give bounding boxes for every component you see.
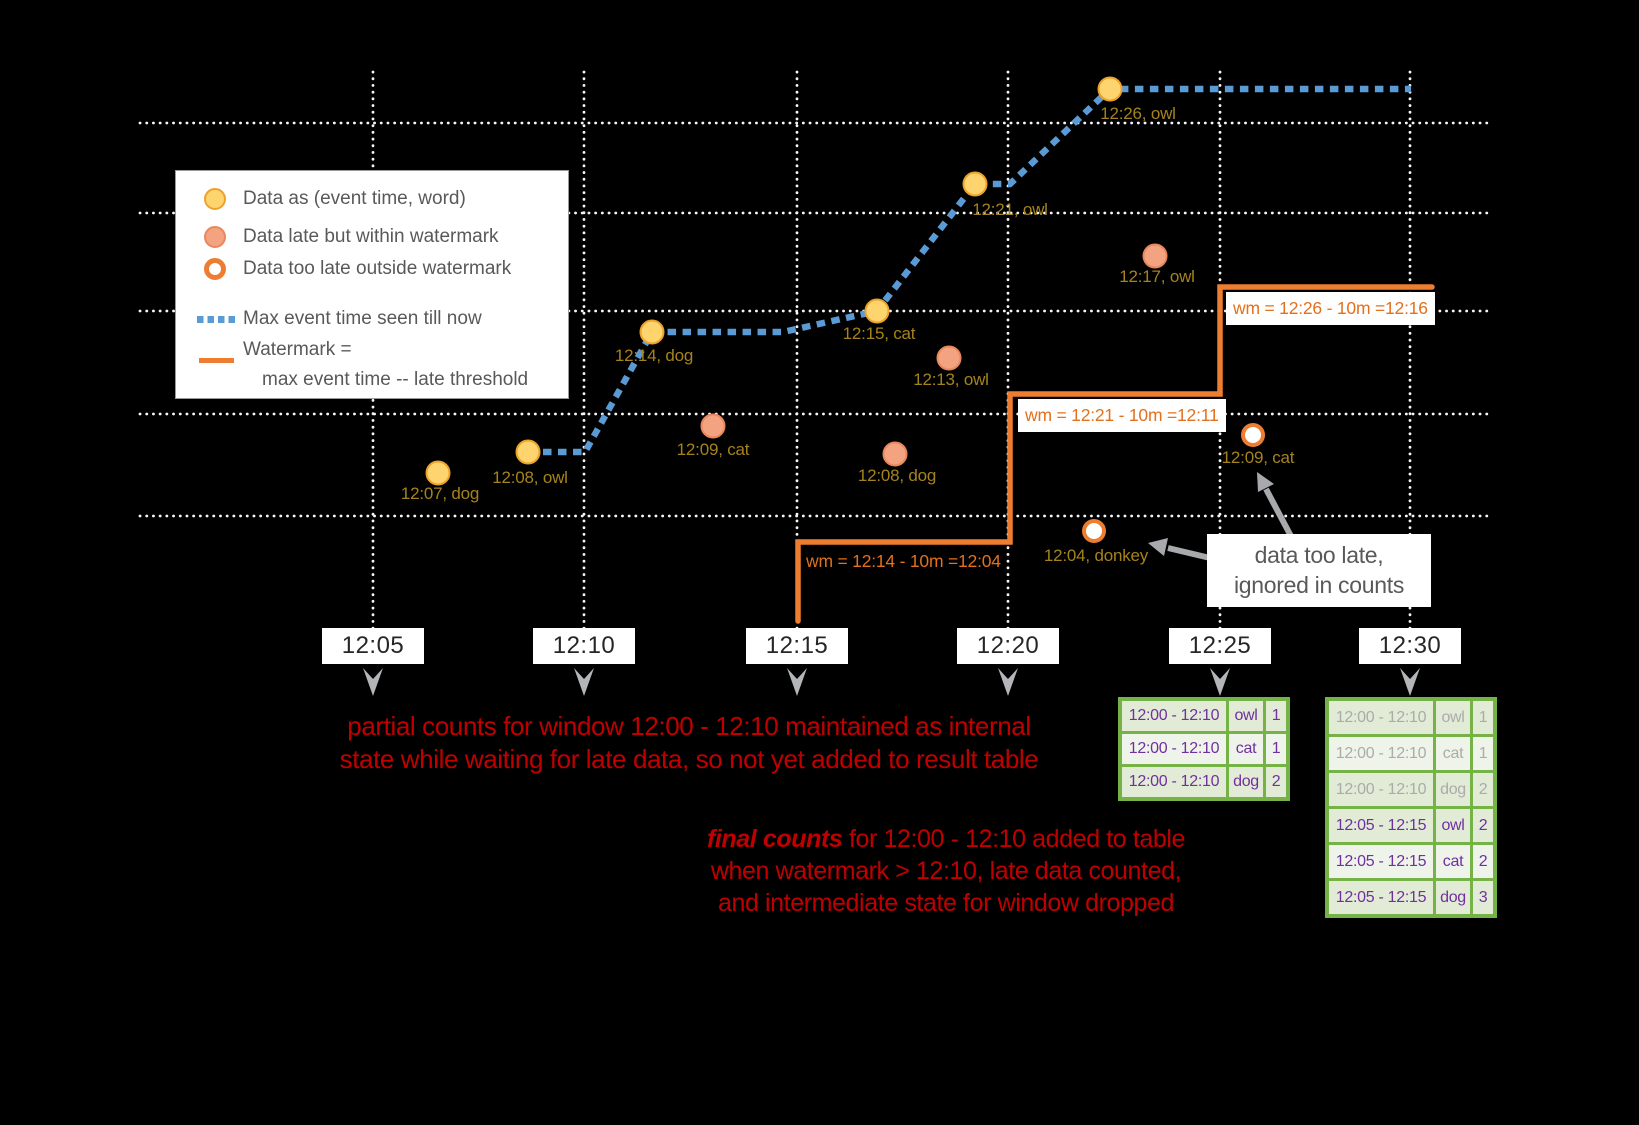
final-counts-line2: when watermark > 12:10, late data counted, — [710, 857, 1182, 885]
time-tick-1225: 12:25 — [1169, 628, 1271, 664]
tick-arrowheads — [363, 668, 1420, 696]
table-cell-word: dog — [1436, 881, 1470, 914]
time-tick-1230: 12:30 — [1359, 628, 1461, 664]
open-circle-icon — [204, 258, 226, 280]
legend-item-label: Data as (event time, word) — [243, 188, 466, 209]
watermark-label-2: wm = 12:21 - 10m =12:11 — [1018, 399, 1226, 432]
point-label: 12:14, dog — [614, 346, 694, 365]
salmon-circle-icon — [204, 226, 226, 248]
table-cell-window: 12:00 - 12:10 — [1329, 773, 1433, 806]
table-cell-window: 12:05 - 12:15 — [1329, 809, 1433, 842]
yellow-circle-icon — [204, 188, 226, 210]
too-late-callout-line2: ignored in counts — [1233, 572, 1405, 598]
data-point-event — [865, 299, 890, 324]
point-label: 12:21, owl — [972, 200, 1048, 219]
table-cell-count: 1 — [1266, 701, 1286, 731]
final-counts-line1 — [666, 823, 1226, 855]
legend — [175, 170, 569, 399]
legend-item-label: Data too late outside watermark — [243, 258, 512, 279]
point-label: 12:09, cat — [1221, 448, 1295, 467]
blue-dotted-line-icon — [197, 316, 235, 323]
table-cell-word: owl — [1436, 701, 1470, 734]
final-counts-rest: for 12:00 - 12:10 added to table — [842, 825, 1186, 853]
data-point-event — [640, 320, 665, 345]
time-tick-1210: 12:10 — [533, 628, 635, 664]
arrowhead-to-donkey — [1148, 538, 1168, 556]
table-cell-word: dog — [1229, 767, 1263, 797]
watermark-label-1: wm = 12:14 - 10m =12:04 — [806, 551, 1001, 571]
table-cell-count: 2 — [1473, 845, 1493, 878]
legend-item-label: Data late but within watermark — [243, 226, 499, 247]
table-cell-word: owl — [1229, 701, 1263, 731]
table-cell-word: owl — [1436, 809, 1470, 842]
max-event-time-line — [528, 89, 1411, 452]
point-label: 12:08, dog — [857, 466, 937, 485]
legend-item-label: max event time -- late threshold — [262, 369, 529, 390]
arrowhead-to-cat — [1257, 472, 1274, 492]
data-point-too-late — [1082, 519, 1106, 543]
legend-item-label: Max event time seen till now — [243, 308, 482, 329]
table-cell-word: cat — [1436, 737, 1470, 770]
table-cell-window: 12:00 - 12:10 — [1122, 701, 1226, 731]
point-label: 12:13, owl — [913, 370, 989, 389]
table-cell-word: dog — [1436, 773, 1470, 806]
table-cell-word: cat — [1436, 845, 1470, 878]
table-cell-window: 12:00 - 12:10 — [1122, 734, 1226, 764]
time-tick-1215: 12:15 — [746, 628, 848, 664]
orange-line-icon — [199, 358, 234, 363]
data-point-late — [1143, 244, 1168, 269]
table-cell-count: 1 — [1473, 701, 1493, 734]
watermark-label-3: wm = 12:26 - 10m =12:16 — [1226, 292, 1435, 325]
final-counts-line3: and intermediate state for window dropped — [717, 889, 1175, 917]
table-cell-window: 12:00 - 12:10 — [1329, 737, 1433, 770]
data-point-event — [1098, 77, 1123, 102]
point-label: 12:07, dog — [400, 484, 480, 503]
final-counts-note — [666, 823, 1226, 919]
table-cell-count: 1 — [1473, 737, 1493, 770]
data-point-event — [516, 440, 541, 465]
partial-counts-line1: partial counts for window 12:00 - 12:10 maintained as internal — [347, 711, 1031, 741]
data-point-event — [426, 461, 451, 486]
table-cell-window: 12:00 - 12:10 — [1122, 767, 1226, 797]
table-cell-count: 2 — [1473, 773, 1493, 806]
table-cell-count: 2 — [1266, 767, 1286, 797]
table-cell-count: 3 — [1473, 881, 1493, 914]
legend-item-label: Watermark = — [243, 339, 352, 360]
data-point-late — [701, 414, 726, 439]
time-tick-1220: 12:20 — [957, 628, 1059, 664]
too-late-callout-line1: data too late, — [1254, 542, 1384, 568]
data-point-event — [963, 172, 988, 197]
data-point-late — [937, 346, 962, 371]
data-point-too-late — [1241, 423, 1265, 447]
table-cell-count: 1 — [1266, 734, 1286, 764]
point-label: 12:09, cat — [676, 440, 750, 459]
partial-counts-line2: state while waiting for late data, so not yet added to result table — [339, 744, 1039, 774]
point-label: 12:26, owl — [1100, 104, 1176, 123]
point-label: 12:15, cat — [842, 324, 916, 343]
table-cell-window: 12:00 - 12:10 — [1329, 701, 1433, 734]
table-cell-window: 12:05 - 12:15 — [1329, 881, 1433, 914]
point-label: 12:17, owl — [1119, 267, 1195, 286]
time-tick-1205: 12:05 — [322, 628, 424, 664]
result-table-after-1230 — [1325, 697, 1497, 918]
data-point-late — [883, 442, 908, 467]
result-table-after-1225 — [1118, 697, 1290, 801]
final-counts-lead: final counts — [706, 825, 843, 853]
point-label: 12:04, donkey — [1043, 546, 1149, 565]
table-cell-count: 2 — [1473, 809, 1493, 842]
too-late-callout — [1207, 534, 1431, 607]
point-label: 12:08, owl — [492, 468, 568, 487]
table-cell-window: 12:05 - 12:15 — [1329, 845, 1433, 878]
table-cell-word: cat — [1229, 734, 1263, 764]
partial-counts-note — [316, 710, 1062, 776]
